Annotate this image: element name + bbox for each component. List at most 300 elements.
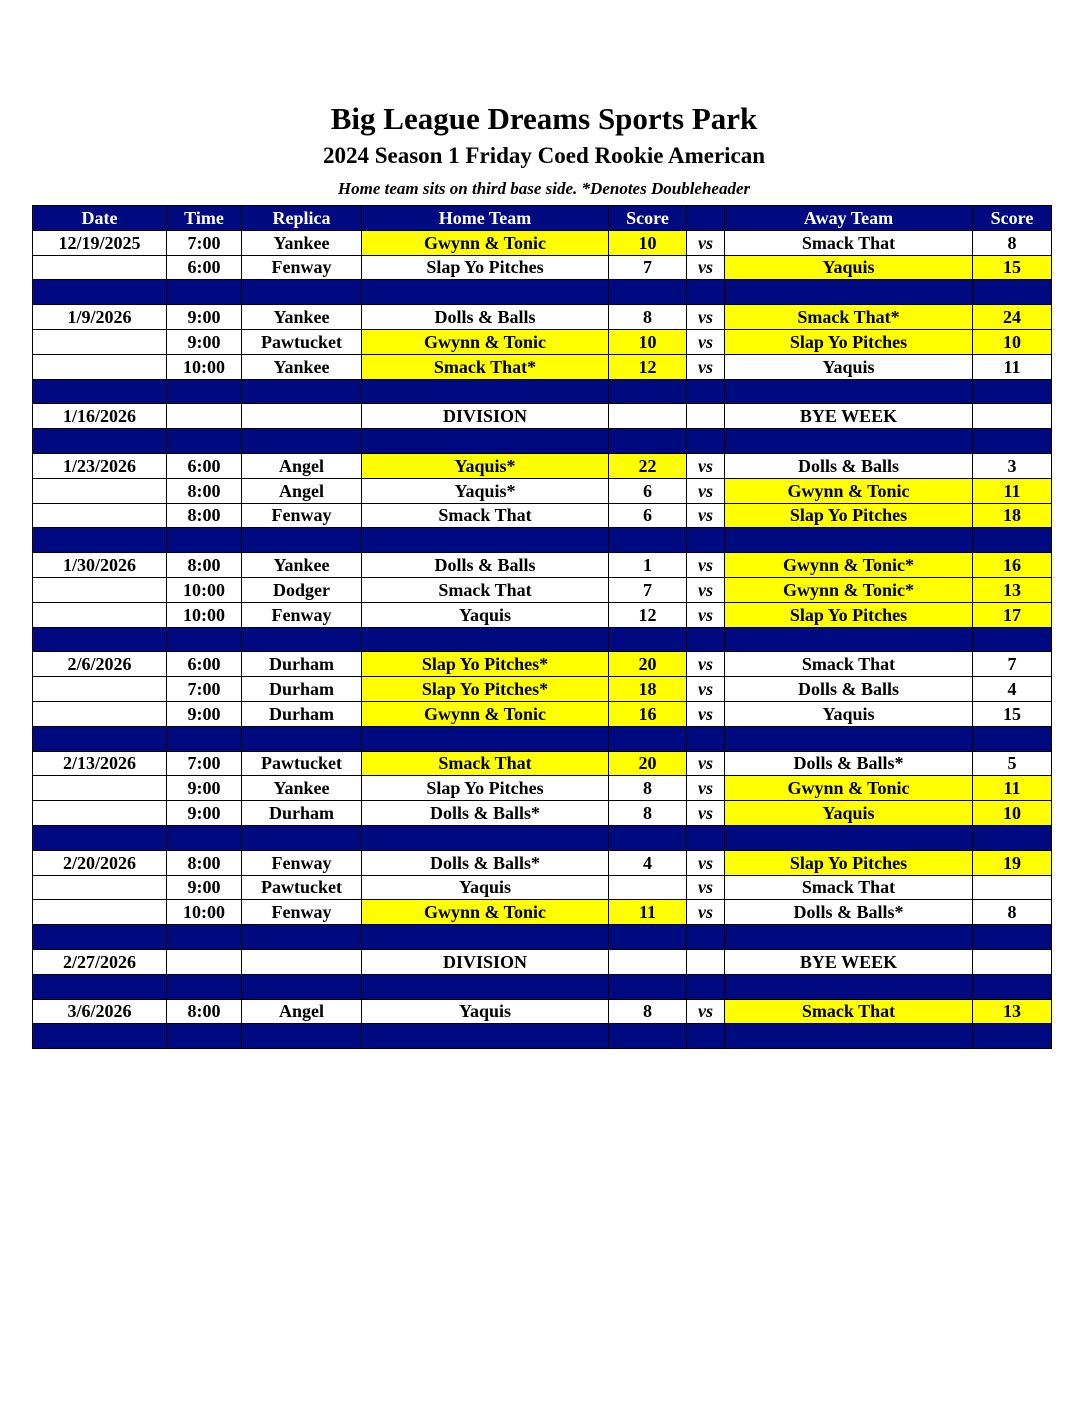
column-header-date: Date bbox=[33, 206, 167, 231]
separator-cell bbox=[973, 627, 1052, 652]
home-score-cell: 11 bbox=[609, 900, 687, 925]
away-score-cell: 11 bbox=[973, 478, 1052, 503]
separator-cell bbox=[362, 379, 609, 404]
home-team-cell: Slap Yo Pitches* bbox=[362, 677, 609, 702]
home-score-cell: 7 bbox=[609, 255, 687, 280]
vs-cell: vs bbox=[687, 999, 725, 1024]
separator-cell bbox=[687, 1024, 725, 1049]
schedule-table bbox=[32, 205, 1052, 1049]
away-score-cell: 13 bbox=[973, 999, 1052, 1024]
replica-cell: Pawtucket bbox=[242, 329, 362, 354]
vs-cell: vs bbox=[687, 751, 725, 776]
date-cell: 1/16/2026 bbox=[33, 404, 167, 429]
home-team-cell: Gwynn & Tonic bbox=[362, 900, 609, 925]
separator-cell bbox=[973, 825, 1052, 850]
time-cell: 10:00 bbox=[167, 900, 242, 925]
separator-cell bbox=[725, 1024, 973, 1049]
separator-cell bbox=[167, 280, 242, 305]
schedule-body bbox=[33, 230, 1052, 1048]
separator-cell bbox=[362, 974, 609, 999]
separator-row bbox=[33, 627, 1052, 652]
table-row bbox=[33, 404, 1052, 429]
separator-cell bbox=[167, 825, 242, 850]
separator-cell bbox=[687, 379, 725, 404]
time-cell: 9:00 bbox=[167, 329, 242, 354]
replica-cell: Fenway bbox=[242, 900, 362, 925]
time-cell: 9:00 bbox=[167, 701, 242, 726]
date-cell: 1/30/2026 bbox=[33, 553, 167, 578]
home-team-cell: Slap Yo Pitches bbox=[362, 776, 609, 801]
replica-cell: Durham bbox=[242, 652, 362, 677]
time-cell: 7:00 bbox=[167, 230, 242, 255]
home-score-cell: 8 bbox=[609, 801, 687, 826]
away-team-cell: Gwynn & Tonic bbox=[725, 776, 973, 801]
home-score-cell: 20 bbox=[609, 751, 687, 776]
date-cell bbox=[33, 776, 167, 801]
replica-cell: Yankee bbox=[242, 230, 362, 255]
vs-cell: vs bbox=[687, 900, 725, 925]
away-team-cell: Yaquis bbox=[725, 801, 973, 826]
separator-cell bbox=[609, 974, 687, 999]
home-score-cell: 12 bbox=[609, 354, 687, 379]
separator-cell bbox=[33, 974, 167, 999]
home-score-cell: 10 bbox=[609, 329, 687, 354]
vs-cell: vs bbox=[687, 602, 725, 627]
vs-cell: vs bbox=[687, 801, 725, 826]
date-cell bbox=[33, 801, 167, 826]
away-team-cell: BYE WEEK bbox=[725, 404, 973, 429]
replica-cell: Yankee bbox=[242, 553, 362, 578]
away-team-cell: Dolls & Balls* bbox=[725, 900, 973, 925]
home-team-cell: Dolls & Balls bbox=[362, 553, 609, 578]
home-team-cell: DIVISION bbox=[362, 949, 609, 974]
separator-cell bbox=[725, 627, 973, 652]
time-cell: 7:00 bbox=[167, 677, 242, 702]
home-score-cell: 8 bbox=[609, 776, 687, 801]
away-team-cell: Gwynn & Tonic* bbox=[725, 553, 973, 578]
vs-cell: vs bbox=[687, 677, 725, 702]
home-team-cell: Gwynn & Tonic bbox=[362, 329, 609, 354]
home-team-cell: Gwynn & Tonic bbox=[362, 230, 609, 255]
separator-row bbox=[33, 379, 1052, 404]
separator-cell bbox=[242, 627, 362, 652]
date-cell bbox=[33, 701, 167, 726]
time-cell: 6:00 bbox=[167, 255, 242, 280]
table-row bbox=[33, 677, 1052, 702]
date-cell bbox=[33, 329, 167, 354]
separator-cell bbox=[362, 528, 609, 553]
home-score-cell: 6 bbox=[609, 478, 687, 503]
column-header-vs bbox=[687, 206, 725, 231]
away-score-cell: 8 bbox=[973, 230, 1052, 255]
table-row bbox=[33, 900, 1052, 925]
home-team-cell: Dolls & Balls* bbox=[362, 801, 609, 826]
separator-cell bbox=[362, 429, 609, 454]
separator-cell bbox=[687, 627, 725, 652]
date-cell: 12/19/2025 bbox=[33, 230, 167, 255]
time-cell: 9:00 bbox=[167, 801, 242, 826]
separator-cell bbox=[362, 726, 609, 751]
separator-cell bbox=[33, 1024, 167, 1049]
vs-cell: vs bbox=[687, 652, 725, 677]
home-score-cell: 22 bbox=[609, 453, 687, 478]
separator-cell bbox=[362, 1024, 609, 1049]
replica-cell bbox=[242, 404, 362, 429]
column-header-away-score: Score bbox=[973, 206, 1052, 231]
separator-cell bbox=[687, 974, 725, 999]
separator-cell bbox=[362, 825, 609, 850]
separator-row bbox=[33, 825, 1052, 850]
separator-cell bbox=[725, 825, 973, 850]
separator-cell bbox=[167, 627, 242, 652]
column-header-time: Time bbox=[167, 206, 242, 231]
separator-cell bbox=[725, 974, 973, 999]
replica-cell: Yankee bbox=[242, 354, 362, 379]
separator-cell bbox=[167, 379, 242, 404]
vs-cell: vs bbox=[687, 553, 725, 578]
separator-cell bbox=[973, 925, 1052, 950]
separator-cell bbox=[242, 726, 362, 751]
replica-cell: Durham bbox=[242, 701, 362, 726]
home-team-cell: Smack That* bbox=[362, 354, 609, 379]
home-score-cell bbox=[609, 404, 687, 429]
vs-cell: vs bbox=[687, 255, 725, 280]
vs-cell bbox=[687, 404, 725, 429]
away-team-cell: Smack That bbox=[725, 875, 973, 900]
separator-cell bbox=[725, 379, 973, 404]
home-team-cell: Yaquis bbox=[362, 602, 609, 627]
vs-cell: vs bbox=[687, 577, 725, 602]
separator-cell bbox=[33, 726, 167, 751]
separator-cell bbox=[609, 429, 687, 454]
home-score-cell bbox=[609, 949, 687, 974]
separator-cell bbox=[687, 280, 725, 305]
home-team-cell: Yaquis* bbox=[362, 453, 609, 478]
replica-cell: Angel bbox=[242, 999, 362, 1024]
home-team-cell: Smack That bbox=[362, 751, 609, 776]
vs-cell: vs bbox=[687, 305, 725, 330]
home-score-cell: 7 bbox=[609, 577, 687, 602]
home-score-cell bbox=[609, 875, 687, 900]
vs-cell: vs bbox=[687, 329, 725, 354]
vs-cell: vs bbox=[687, 354, 725, 379]
page-title: Big League Dreams Sports Park bbox=[330, 101, 758, 136]
table-row bbox=[33, 602, 1052, 627]
home-score-cell: 6 bbox=[609, 503, 687, 528]
time-cell: 8:00 bbox=[167, 478, 242, 503]
vs-cell: vs bbox=[687, 875, 725, 900]
table-row bbox=[33, 503, 1052, 528]
time-cell: 10:00 bbox=[167, 577, 242, 602]
separator-cell bbox=[973, 379, 1052, 404]
home-score-cell: 1 bbox=[609, 553, 687, 578]
separator-cell bbox=[725, 429, 973, 454]
separator-cell bbox=[362, 627, 609, 652]
date-cell bbox=[33, 478, 167, 503]
away-score-cell: 15 bbox=[973, 701, 1052, 726]
table-row bbox=[33, 478, 1052, 503]
separator-cell bbox=[242, 1024, 362, 1049]
time-cell: 7:00 bbox=[167, 751, 242, 776]
separator-cell bbox=[609, 726, 687, 751]
date-cell: 1/23/2026 bbox=[33, 453, 167, 478]
separator-cell bbox=[33, 825, 167, 850]
replica-cell: Durham bbox=[242, 801, 362, 826]
away-score-cell: 17 bbox=[973, 602, 1052, 627]
separator-cell bbox=[242, 528, 362, 553]
home-score-cell: 10 bbox=[609, 230, 687, 255]
table-row bbox=[33, 329, 1052, 354]
vs-cell: vs bbox=[687, 850, 725, 875]
separator-cell bbox=[687, 528, 725, 553]
separator-cell bbox=[33, 379, 167, 404]
table-row bbox=[33, 553, 1052, 578]
replica-cell: Yankee bbox=[242, 305, 362, 330]
away-team-cell: Yaquis bbox=[725, 255, 973, 280]
home-team-cell: Slap Yo Pitches bbox=[362, 255, 609, 280]
time-cell: 6:00 bbox=[167, 652, 242, 677]
away-score-cell: 10 bbox=[973, 329, 1052, 354]
separator-cell bbox=[725, 280, 973, 305]
separator-row bbox=[33, 726, 1052, 751]
column-header-replica: Replica bbox=[242, 206, 362, 231]
away-team-cell: Gwynn & Tonic bbox=[725, 478, 973, 503]
table-row bbox=[33, 850, 1052, 875]
home-score-cell: 4 bbox=[609, 850, 687, 875]
replica-cell: Yankee bbox=[242, 776, 362, 801]
date-cell: 3/6/2026 bbox=[33, 999, 167, 1024]
away-score-cell: 8 bbox=[973, 900, 1052, 925]
replica-cell: Angel bbox=[242, 453, 362, 478]
column-header-home-team: Home Team bbox=[362, 206, 609, 231]
separator-cell bbox=[973, 280, 1052, 305]
separator-cell bbox=[167, 726, 242, 751]
separator-row bbox=[33, 528, 1052, 553]
separator-cell bbox=[687, 825, 725, 850]
time-cell bbox=[167, 404, 242, 429]
away-score-cell bbox=[973, 404, 1052, 429]
separator-cell bbox=[33, 528, 167, 553]
time-cell: 9:00 bbox=[167, 305, 242, 330]
away-team-cell: Dolls & Balls* bbox=[725, 751, 973, 776]
replica-cell: Fenway bbox=[242, 503, 362, 528]
separator-cell bbox=[362, 925, 609, 950]
table-row bbox=[33, 751, 1052, 776]
replica-cell bbox=[242, 949, 362, 974]
separator-cell bbox=[167, 974, 242, 999]
separator-cell bbox=[33, 925, 167, 950]
separator-cell bbox=[687, 429, 725, 454]
table-row bbox=[33, 255, 1052, 280]
date-cell bbox=[33, 677, 167, 702]
table-row bbox=[33, 577, 1052, 602]
date-cell: 2/6/2026 bbox=[33, 652, 167, 677]
time-cell: 10:00 bbox=[167, 354, 242, 379]
replica-cell: Fenway bbox=[242, 850, 362, 875]
vs-cell: vs bbox=[687, 503, 725, 528]
time-cell: 8:00 bbox=[167, 850, 242, 875]
home-team-cell: Gwynn & Tonic bbox=[362, 701, 609, 726]
away-score-cell: 10 bbox=[973, 801, 1052, 826]
separator-row bbox=[33, 280, 1052, 305]
time-cell: 9:00 bbox=[167, 875, 242, 900]
away-team-cell: Smack That bbox=[725, 230, 973, 255]
vs-cell: vs bbox=[687, 776, 725, 801]
home-score-cell: 20 bbox=[609, 652, 687, 677]
away-team-cell: Dolls & Balls bbox=[725, 453, 973, 478]
vs-cell: vs bbox=[687, 701, 725, 726]
separator-cell bbox=[973, 1024, 1052, 1049]
separator-cell bbox=[973, 429, 1052, 454]
home-score-cell: 8 bbox=[609, 305, 687, 330]
column-header-away-team: Away Team bbox=[725, 206, 973, 231]
separator-cell bbox=[725, 528, 973, 553]
away-score-cell: 16 bbox=[973, 553, 1052, 578]
table-row bbox=[33, 999, 1052, 1024]
table-row bbox=[33, 305, 1052, 330]
away-score-cell bbox=[973, 875, 1052, 900]
away-team-cell: Smack That bbox=[725, 652, 973, 677]
time-cell: 8:00 bbox=[167, 553, 242, 578]
replica-cell: Dodger bbox=[242, 577, 362, 602]
separator-cell bbox=[609, 925, 687, 950]
away-score-cell: 3 bbox=[973, 453, 1052, 478]
time-cell: 8:00 bbox=[167, 503, 242, 528]
separator-cell bbox=[687, 726, 725, 751]
away-score-cell: 15 bbox=[973, 255, 1052, 280]
time-cell bbox=[167, 949, 242, 974]
separator-row bbox=[33, 974, 1052, 999]
away-team-cell: Slap Yo Pitches bbox=[725, 602, 973, 627]
table-row bbox=[33, 801, 1052, 826]
separator-cell bbox=[167, 1024, 242, 1049]
separator-cell bbox=[609, 1024, 687, 1049]
separator-cell bbox=[242, 280, 362, 305]
away-score-cell: 24 bbox=[973, 305, 1052, 330]
separator-cell bbox=[33, 280, 167, 305]
date-cell bbox=[33, 900, 167, 925]
home-team-cell: Dolls & Balls* bbox=[362, 850, 609, 875]
away-score-cell: 4 bbox=[973, 677, 1052, 702]
replica-cell: Fenway bbox=[242, 602, 362, 627]
away-team-cell: Slap Yo Pitches bbox=[725, 503, 973, 528]
away-team-cell: Smack That bbox=[725, 999, 973, 1024]
separator-cell bbox=[167, 429, 242, 454]
time-cell: 10:00 bbox=[167, 602, 242, 627]
separator-cell bbox=[362, 280, 609, 305]
away-score-cell: 11 bbox=[973, 354, 1052, 379]
date-cell bbox=[33, 577, 167, 602]
separator-cell bbox=[973, 974, 1052, 999]
vs-cell bbox=[687, 949, 725, 974]
separator-row bbox=[33, 429, 1052, 454]
date-cell: 2/20/2026 bbox=[33, 850, 167, 875]
away-score-cell: 7 bbox=[973, 652, 1052, 677]
away-team-cell: Gwynn & Tonic* bbox=[725, 577, 973, 602]
separator-cell bbox=[242, 825, 362, 850]
date-cell: 1/9/2026 bbox=[33, 305, 167, 330]
replica-cell: Durham bbox=[242, 677, 362, 702]
home-team-cell: Dolls & Balls bbox=[362, 305, 609, 330]
separator-cell bbox=[242, 974, 362, 999]
separator-cell bbox=[167, 528, 242, 553]
home-team-cell: Smack That bbox=[362, 577, 609, 602]
replica-cell: Fenway bbox=[242, 255, 362, 280]
table-row bbox=[33, 230, 1052, 255]
separator-cell bbox=[242, 925, 362, 950]
separator-cell bbox=[609, 379, 687, 404]
time-cell: 9:00 bbox=[167, 776, 242, 801]
separator-cell bbox=[167, 925, 242, 950]
column-header-home-score: Score bbox=[609, 206, 687, 231]
table-header-row bbox=[33, 206, 1052, 231]
away-score-cell: 18 bbox=[973, 503, 1052, 528]
separator-cell bbox=[687, 925, 725, 950]
away-team-cell: Slap Yo Pitches bbox=[725, 329, 973, 354]
separator-row bbox=[33, 925, 1052, 950]
date-cell bbox=[33, 875, 167, 900]
vs-cell: vs bbox=[687, 453, 725, 478]
home-score-cell: 12 bbox=[609, 602, 687, 627]
replica-cell: Pawtucket bbox=[242, 751, 362, 776]
separator-cell bbox=[609, 627, 687, 652]
home-team-cell: Yaquis* bbox=[362, 478, 609, 503]
vs-cell: vs bbox=[687, 230, 725, 255]
home-team-cell: Smack That bbox=[362, 503, 609, 528]
away-score-cell: 13 bbox=[973, 577, 1052, 602]
time-cell: 8:00 bbox=[167, 999, 242, 1024]
away-team-cell: BYE WEEK bbox=[725, 949, 973, 974]
date-cell bbox=[33, 503, 167, 528]
away-score-cell: 19 bbox=[973, 850, 1052, 875]
separator-cell bbox=[725, 726, 973, 751]
separator-cell bbox=[609, 528, 687, 553]
table-row bbox=[33, 701, 1052, 726]
separator-cell bbox=[609, 825, 687, 850]
separator-cell bbox=[242, 429, 362, 454]
page-subtitle: 2024 Season 1 Friday Coed Rookie American bbox=[322, 143, 766, 168]
schedule-note: Home team sits on third base side. *Denotes Doubleheader bbox=[337, 179, 751, 198]
table-row bbox=[33, 875, 1052, 900]
separator-cell bbox=[973, 726, 1052, 751]
away-score-cell: 11 bbox=[973, 776, 1052, 801]
separator-cell bbox=[33, 429, 167, 454]
away-team-cell: Yaquis bbox=[725, 701, 973, 726]
separator-cell bbox=[33, 627, 167, 652]
date-cell bbox=[33, 354, 167, 379]
separator-cell bbox=[242, 379, 362, 404]
away-score-cell: 5 bbox=[973, 751, 1052, 776]
away-team-cell: Slap Yo Pitches bbox=[725, 850, 973, 875]
date-cell: 2/27/2026 bbox=[33, 949, 167, 974]
date-cell bbox=[33, 255, 167, 280]
table-row bbox=[33, 776, 1052, 801]
separator-cell bbox=[973, 528, 1052, 553]
away-team-cell: Dolls & Balls bbox=[725, 677, 973, 702]
date-cell bbox=[33, 602, 167, 627]
away-team-cell: Smack That* bbox=[725, 305, 973, 330]
home-team-cell: DIVISION bbox=[362, 404, 609, 429]
replica-cell: Angel bbox=[242, 478, 362, 503]
away-team-cell: Yaquis bbox=[725, 354, 973, 379]
separator-cell bbox=[725, 925, 973, 950]
home-team-cell: Yaquis bbox=[362, 999, 609, 1024]
away-score-cell bbox=[973, 949, 1052, 974]
table-row bbox=[33, 453, 1052, 478]
home-score-cell: 8 bbox=[609, 999, 687, 1024]
vs-cell: vs bbox=[687, 478, 725, 503]
table-row bbox=[33, 354, 1052, 379]
